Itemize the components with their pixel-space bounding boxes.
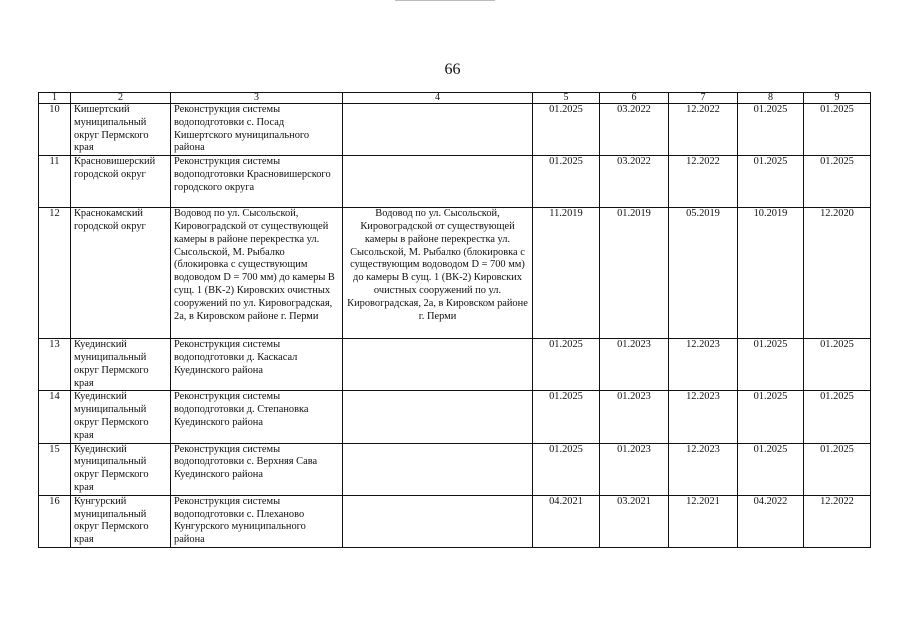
municipality-cell: Куединский муниципальный округ Пермского края [71, 339, 171, 391]
header-cell: 6 [600, 93, 669, 104]
header-cell: 7 [669, 93, 738, 104]
header-cell: 3 [171, 93, 343, 104]
date-cell-9: 12.2020 [804, 208, 871, 339]
municipality-cell: Куединский муниципальный округ Пермского края [71, 443, 171, 495]
row-number: 16 [39, 495, 71, 547]
row-number: 12 [39, 208, 71, 339]
object-cell: Реконструкция системы водоподготовки д. Степановка Куединского района [171, 391, 343, 443]
top-rule [395, 0, 495, 1]
description-cell [343, 495, 533, 547]
date-cell-8: 01.2025 [738, 104, 804, 156]
municipality-cell: Краснокамский городской округ [71, 208, 171, 339]
date-cell-6: 03.2022 [600, 156, 669, 208]
date-cell-5: 01.2025 [533, 339, 600, 391]
header-cell: 1 [39, 93, 71, 104]
date-cell-6: 01.2023 [600, 443, 669, 495]
municipality-cell: Красновишерский городской округ [71, 156, 171, 208]
date-cell-8: 01.2025 [738, 391, 804, 443]
municipality-cell: Кишертский муниципальный округ Пермского края [71, 104, 171, 156]
date-cell-7: 12.2022 [669, 156, 738, 208]
municipality-cell: Кунгурский муниципальный округ Пермского края [71, 495, 171, 547]
header-cell: 4 [343, 93, 533, 104]
object-cell: Водовод по ул. Сысольской, Кировоградской от существующей камеры в районе перекрестка ул. Сысольской, М. Рыбалко (блокировка с существующим водоводом D = 700 мм) до камеры В сущ. 1 (ВК-2) Кировских очистных сооружений по ул. Кировоградская, 2а, в Кировском районе г. Перми [171, 208, 343, 339]
date-cell-7: 12.2022 [669, 104, 738, 156]
date-cell-5: 04.2021 [533, 495, 600, 547]
date-cell-9: 01.2025 [804, 443, 871, 495]
row-number: 13 [39, 339, 71, 391]
table-row [39, 391, 871, 443]
works-schedule-table [38, 92, 871, 548]
date-cell-9: 01.2025 [804, 391, 871, 443]
date-cell-6: 03.2021 [600, 495, 669, 547]
description-cell [343, 391, 533, 443]
row-number: 14 [39, 391, 71, 443]
page-number: 66 [444, 61, 461, 78]
row-number: 10 [39, 104, 71, 156]
object-cell: Реконструкция системы водоподготовки с. Плеханово Кунгурского муниципального района [171, 495, 343, 547]
date-cell-9: 01.2025 [804, 104, 871, 156]
municipality-cell: Куединский муниципальный округ Пермского края [71, 391, 171, 443]
description-cell [343, 156, 533, 208]
date-cell-9: 01.2025 [804, 339, 871, 391]
date-cell-8: 01.2025 [738, 339, 804, 391]
object-cell: Реконструкция системы водоподготовки с. Посад Кишертского муниципального района [171, 104, 343, 156]
date-cell-5: 01.2025 [533, 391, 600, 443]
table-row [39, 156, 871, 208]
date-cell-9: 01.2025 [804, 156, 871, 208]
header-row [39, 93, 871, 104]
date-cell-7: 12.2021 [669, 495, 738, 547]
date-cell-7: 05.2019 [669, 208, 738, 339]
table-row [39, 208, 871, 339]
date-cell-9: 12.2022 [804, 495, 871, 547]
header-cell: 5 [533, 93, 600, 104]
date-cell-7: 12.2023 [669, 391, 738, 443]
date-cell-7: 12.2023 [669, 339, 738, 391]
table-row [39, 443, 871, 495]
date-cell-6: 03.2022 [600, 104, 669, 156]
description-cell [343, 104, 533, 156]
table-row [39, 495, 871, 547]
row-number: 11 [39, 156, 71, 208]
table-row [39, 339, 871, 391]
header-cell: 8 [738, 93, 804, 104]
date-cell-7: 12.2023 [669, 443, 738, 495]
date-cell-8: 10.2019 [738, 208, 804, 339]
date-cell-6: 01.2023 [600, 391, 669, 443]
description-cell [343, 443, 533, 495]
object-cell: Реконструкция системы водоподготовки с. Верхняя Сава Куединского района [171, 443, 343, 495]
row-number: 15 [39, 443, 71, 495]
date-cell-5: 11.2019 [533, 208, 600, 339]
header-cell: 9 [804, 93, 871, 104]
date-cell-5: 01.2025 [533, 156, 600, 208]
date-cell-8: 01.2025 [738, 156, 804, 208]
date-cell-5: 01.2025 [533, 443, 600, 495]
date-cell-6: 01.2023 [600, 339, 669, 391]
description-cell [343, 339, 533, 391]
object-cell: Реконструкция системы водоподготовки Красновишерского городского округа [171, 156, 343, 208]
date-cell-8: 01.2025 [738, 443, 804, 495]
table-row [39, 104, 871, 156]
header-cell: 2 [71, 93, 171, 104]
description-cell: Водовод по ул. Сысольской, Кировоградской от существующей камеры в районе перекрестка ул. Сысольской, М. Рыбалко (блокировка с существующим водоводом D = 700 мм) до камеры В сущ. 1 (ВК-2) Кировских очистных сооружений по ул. Кировоградская, 2а, в Кировском районе г. Перми [343, 208, 533, 339]
date-cell-5: 01.2025 [533, 104, 600, 156]
date-cell-6: 01.2019 [600, 208, 669, 339]
object-cell: Реконструкция системы водоподготовки д. Каскасал Куединского района [171, 339, 343, 391]
date-cell-8: 04.2022 [738, 495, 804, 547]
